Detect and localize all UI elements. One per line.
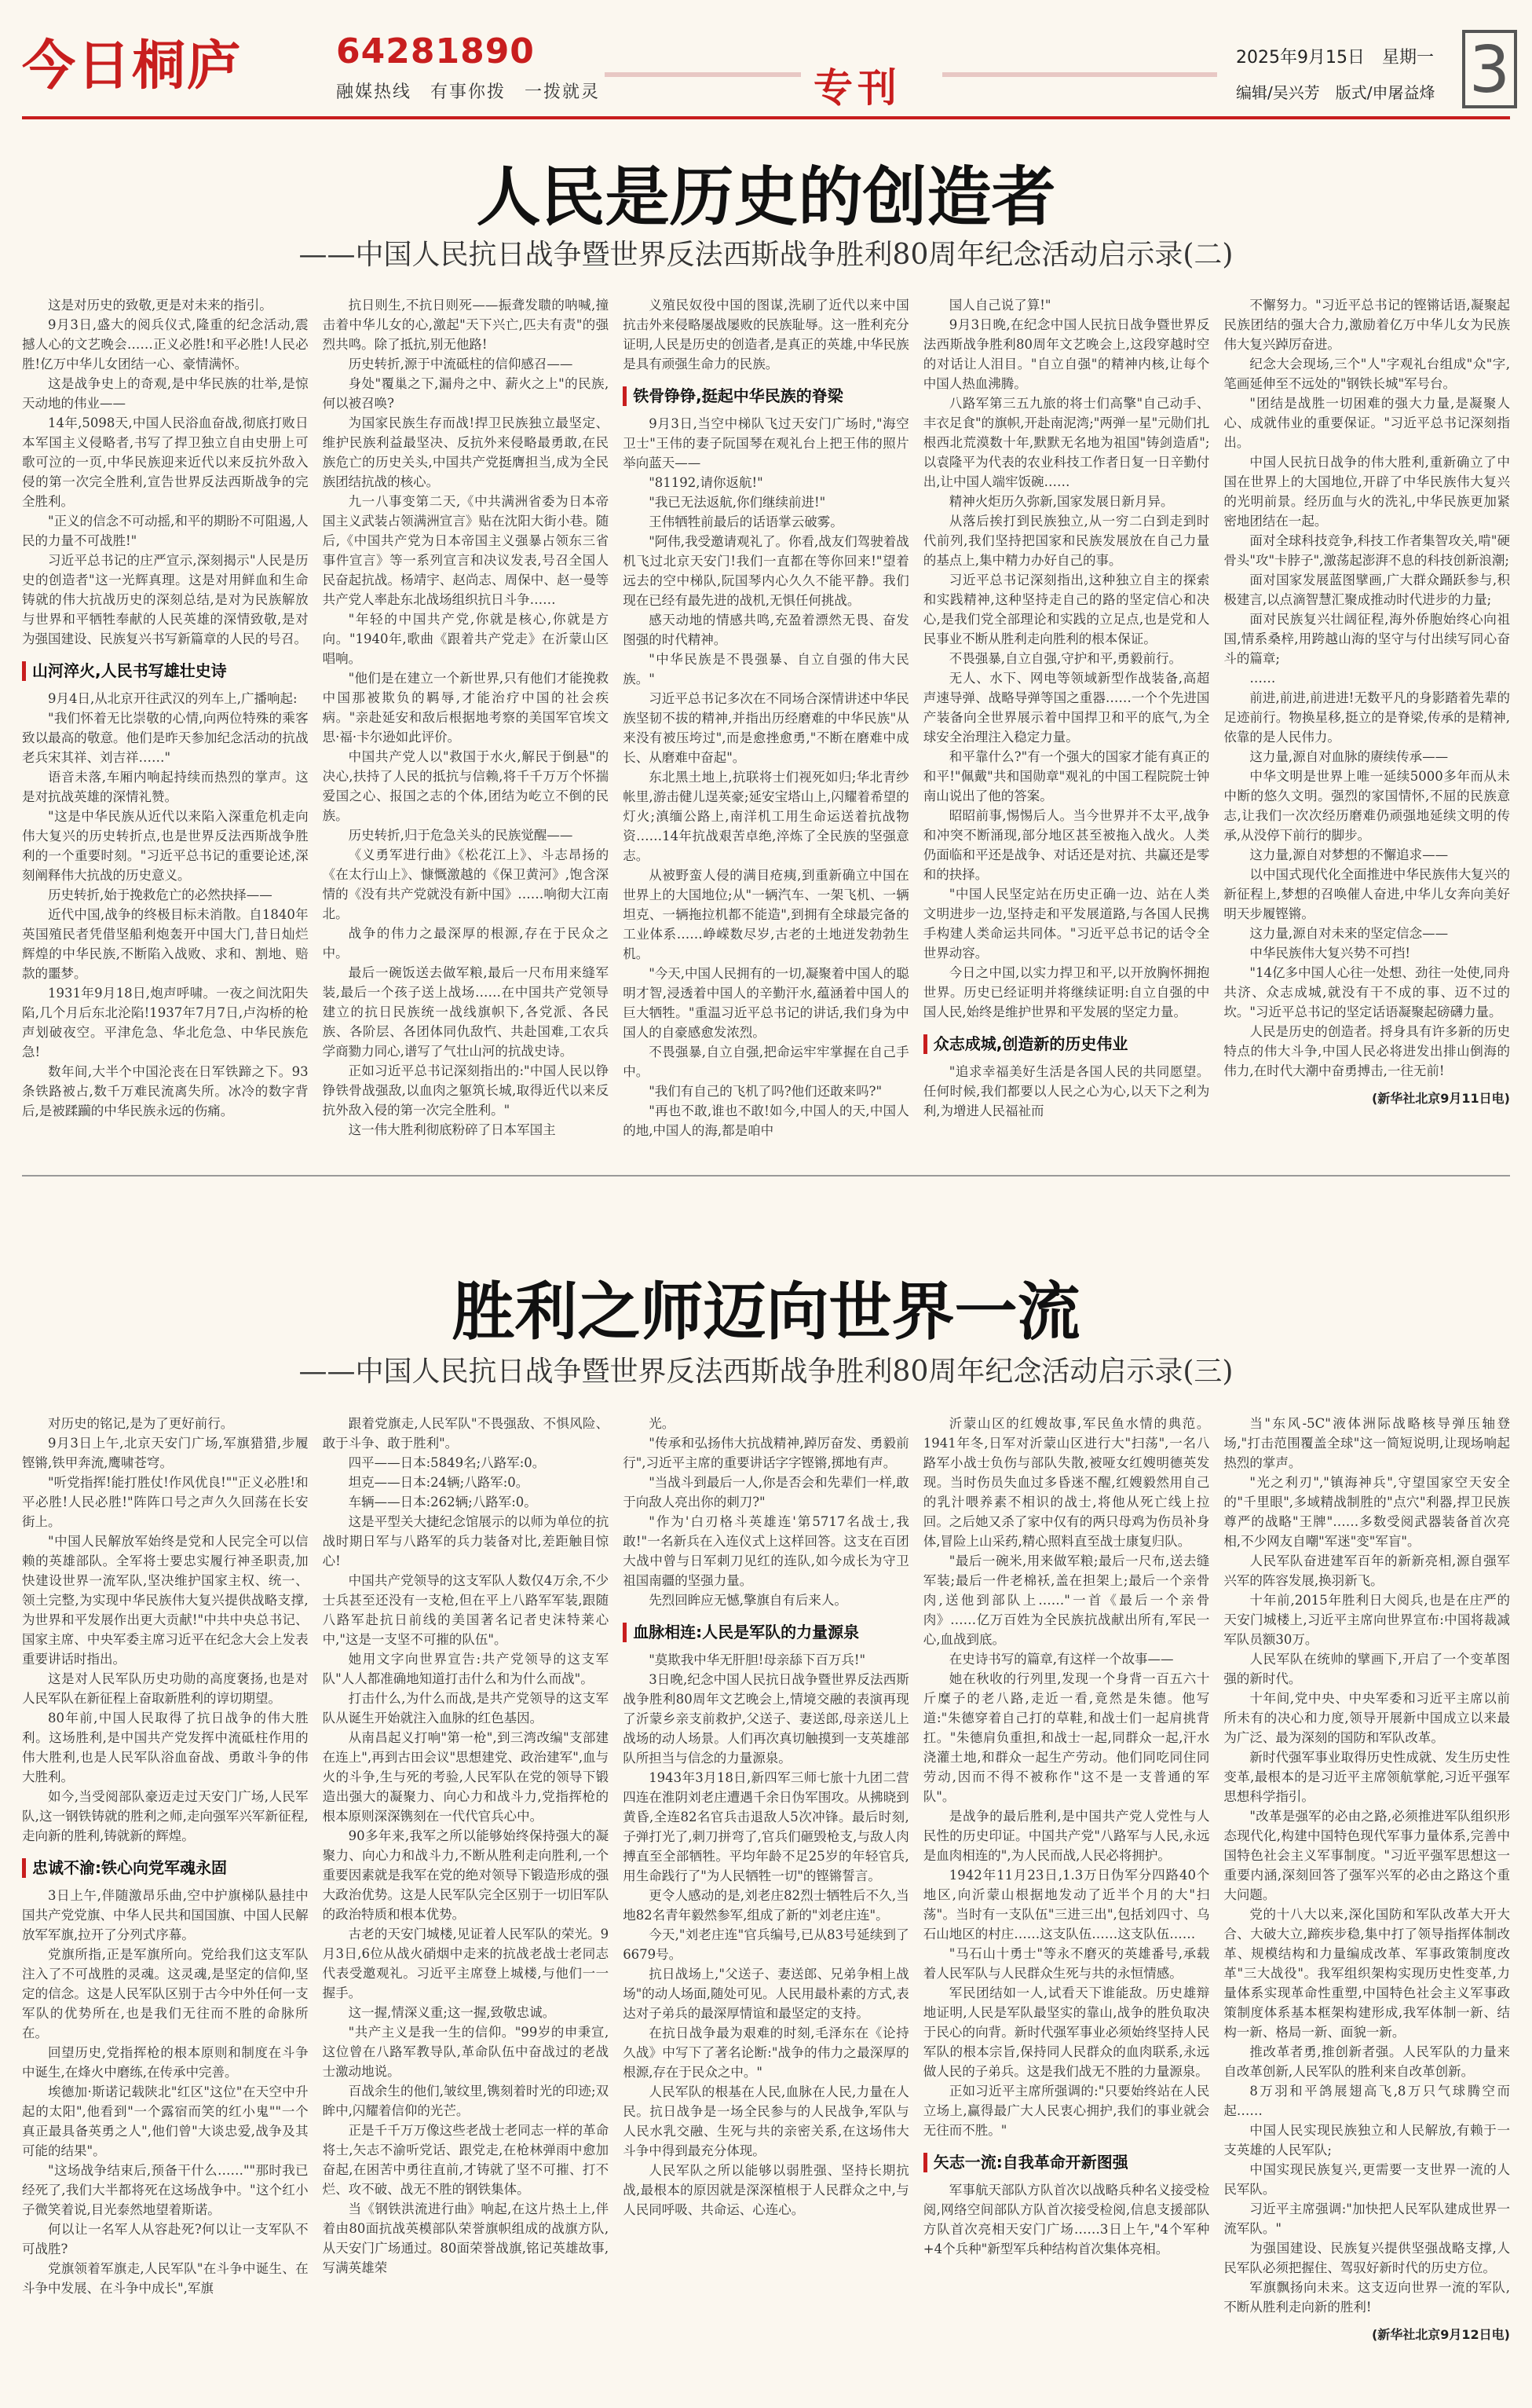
- body-paragraph: 沂蒙山区的红嫂故事,军民鱼水情的典范。1941年冬,日军对沂蒙山区进行大"扫荡",一名八路军小战士负伤与部队失散,被哑女红嫂明德英发现。当时伤员失血过多昏迷不醒,红嫂毅然用自己的乳汁喂养素不相识的战士,将他从死亡线上拉回。之后她又杀了家中仅有的两只母鸡为伤员补身体,冒险上山采药,精心照料直至战士康复归队。: [923, 1416, 1210, 1549]
- body-paragraph: "当战斗到最后一人,你是否会和先辈们一样,敢于向敌人亮出你的刺刀?": [623, 1475, 909, 1510]
- body-paragraph: 人民是历史的创造者。捋身具有许多新的历史特点的伟大斗争,中国人民必将进发出排山倒海的伟力,在时代大潮中奋勇搏击,一往无前!: [1223, 1024, 1510, 1078]
- body-paragraph: 14年,5098天,中国人民浴血奋战,彻底打败日本军国主义侵略者,书写了捍卫独立自由史册上可歌可泣的一页,中华民族迎来近代以来反抗外敌入侵的第一次完全胜利,宣告世界反法西斯战争的完全胜利。: [22, 415, 309, 509]
- body-paragraph: "我已无法返航,你们继续前进!": [649, 495, 826, 510]
- hotline-slogan: 融媒热线 有事你拨 一拨就灵: [336, 82, 601, 102]
- body-paragraph: 正如习近平总书记深刻指出的:"中国人民以铮铮铁骨战强敌,以血肉之躯筑长城,取得近代以来反抗外敌入侵的第一次完全胜利。": [322, 1063, 609, 1118]
- body-paragraph: 人民军队在统帅的擘画下,开启了一个变革图强的新时代。: [1223, 1652, 1510, 1686]
- body-paragraph: 面对民族复兴壮阔征程,海外侨胞始终心向祖国,情系桑梓,用跨越山海的坚守与付出续写同心奋斗的篇章;: [1223, 612, 1510, 666]
- body-paragraph: 更令人感动的是,刘老庄82烈士牺牲后不久,当地82名青年毅然参军,组成了新的"刘老庄连"。: [623, 1888, 909, 1923]
- article1-column: [1223, 295, 1510, 1162]
- body-paragraph: 纪念大会现场,三个"人"字观礼台组成"众"字,笔画延伸至不远处的"钢铁长城"军号台。: [1223, 357, 1510, 391]
- body-paragraph: 在史诗书写的篇章,有这样一个故事——: [949, 1652, 1174, 1667]
- body-paragraph: 1943年3月18日,新四军三师七旅十九团二营四连在淮阴刘老庄遭遇千余日伪军围攻。从拂晓到黄昏,全连82名官兵击退敌人5次冲锋。最后时刻,子弹打光了,刺刀拼弯了,官兵们砸毁枪支,与敌人肉搏直至全部牺牲。平均年龄不足25岁的年轻官兵,用生命践行了"为人民牺牲一切"的铿锵誓言。: [623, 1770, 909, 1883]
- body-paragraph: 人民军队的根基在人民,血脉在人民,力量在人民。抗日战争是一场全民参与的人民战争,军队与人民水乳交融、生死与共的亲密关系,在这场伟大斗争中得到最充分体现。: [623, 2084, 909, 2158]
- body-paragraph: "14亿多中国人心往一处想、劲往一处使,同舟共济、众志成城,就没有干不成的事、迈不过的坎。"习近平总书记的坚定话语凝聚起磅礴力量。: [1223, 965, 1510, 1019]
- body-paragraph: 党旗领着军旗走,人民军队"在斗争中诞生、在斗争中发展、在斗争中成长",军旗: [22, 2261, 309, 2296]
- body-paragraph: "追求幸福美好生活是各国人民的共同愿望。任何时候,我们都要以人民之心为心,以天下之利为利,为增进人民福祉而: [923, 1064, 1210, 1118]
- body-paragraph: 义殖民奴役中国的图谋,洗刷了近代以来中国抗击外来侵略屡战屡败的民族耻辱。这一胜利充分证明,人民是历史的创造者,是真正的英雄,中华民族是具有顽强生命力的民族。: [623, 298, 909, 371]
- body-paragraph: 中国人民实现民族独立和人民解放,有赖于一支英雄的人民军队;: [1223, 2123, 1510, 2157]
- body-paragraph: 这力量,源自对梦想的不懈追求——: [1249, 847, 1449, 862]
- body-paragraph: 抗日则生,不抗日则死——振聋发聩的呐喊,撞击着中华儿女的心,激起"天下兴亡,匹夫有责"的强烈共鸣。除了抵抗,别无他路!: [322, 298, 609, 352]
- section-subheading: 忠诚不渝:铁心向党军魂永固: [22, 1858, 309, 1878]
- body-paragraph: 近代中国,战争的终极目标未消散。自1840年英国殖民者凭借坚船利炮轰开中国大门,昔日灿烂辉煌的中华民族,不断陷入战败、求和、割地、赔款的噩梦。: [22, 907, 309, 981]
- hotline-number: 64281890: [336, 31, 535, 71]
- body-paragraph: "听党指挥!能打胜仗!作风优良!""正义必胜!和平必胜!人民必胜!"阵阵口号之声久久回荡在长安街上。: [22, 1475, 309, 1529]
- body-paragraph: 3日晚,纪念中国人民抗日战争暨世界反法西斯战争胜利80周年文艺晚会上,情境交融的表演再现了沂蒙乡亲支前救护,父送子、妻送郎,母亲送儿上战场的动人场景。人们再次真切触摸到一支英雄部队所担当与信念的力量源泉。: [623, 1672, 909, 1766]
- article2-column: [22, 1414, 309, 2397]
- body-paragraph: 为国家民族生存而战!捍卫民族独立最坚定、维护民族利益最坚决、反抗外来侵略最勇敢,在民族危亡的历史关头,中国共产党挺膺担当,成为全民族团结抗战的核心。: [322, 415, 609, 489]
- body-paragraph: 身处"覆巢之下,漏舟之中、薪火之上"的民族,何以被召唤?: [322, 376, 609, 411]
- body-paragraph: 《义勇军进行曲》《松花江上》、斗志昂扬的《在太行山上》、慷慨激越的《保卫黄河》,饱含深情的《没有共产党就没有新中国》……响彻大江南北。: [322, 847, 609, 921]
- body-paragraph: 中国共产党领导的这支军队人数仅4万余,不少士兵甚至还没有一支枪,但在平上八路军军装,跟随八路军赴抗日前线的美国著名记者史沫特莱心中,"这是一支坚不可摧的队伍"。: [322, 1573, 609, 1647]
- masthead: [0, 0, 1532, 118]
- article-divider: [22, 1175, 1510, 1177]
- body-paragraph: 新时代强军事业取得历史性成就、发生历史性变革,最根本的是习近平主席领航掌舵,习近平强军思想科学指引。: [1223, 1750, 1510, 1804]
- body-paragraph: 从被野蛮人侵的满目疮痍,到重新确立中国在世界上的大国地位;从"一辆汽车、一架飞机、一辆坦克、一辆拖拉机都不能造",到拥有全球最完备的工业体系……峥嵘数尽岁,古老的土地迸发勃勃生机。: [623, 868, 909, 961]
- body-paragraph: 推改革者勇,推创新者强。人民军队的力量来自改革创新,人民军队的胜利来自改革创新。: [1223, 2044, 1510, 2079]
- body-paragraph: 从南昌起义打响"第一枪",到三湾改编"支部建在连上",再到古田会议"思想建党、政治建军",血与火的斗争,生与死的考验,人民军队在党的领导下锻造出强大的凝聚力、向心力和战斗力,党指挥枪的根本原则深深镌刻在一代代官兵心中。: [322, 1730, 609, 1824]
- body-paragraph: 十年前,2015年胜利日大阅兵,也是在庄严的天安门城楼上,习近平主席向世界宣布:中国将裁减军队员额30万。: [1223, 1593, 1510, 1647]
- body-paragraph: 习近平总书记多次在不同场合深情讲述中华民族坚韧不拔的精神,并指出历经磨难的中华民族"从来没有被压垮过",而是愈挫愈勇,"不断在磨难中成长、从磨难中奋起"。: [623, 691, 909, 765]
- body-paragraph: 这力量,源自对血脉的赓续传承——: [1249, 749, 1449, 764]
- body-paragraph: 军旗飘扬向未来。这支迈向世界一流的军队,不断从胜利走向新的胜利!: [1223, 2280, 1510, 2315]
- body-paragraph: 9月3日晚,在纪念中国人民抗日战争暨世界反法西斯战争胜利80周年文艺晚会上,这段穿越时空的对话让人泪目。"自立自强"的精神内核,让每个中国人热血沸腾。: [923, 317, 1210, 391]
- body-paragraph: 无人、水下、网电等领域新型作战装备,高超声速导弹、战略导弹等国之重器……一个个先进国产装备向全世界展示着中国捍卫和平的底气,为全球安全治理注入稳定力量。: [923, 671, 1210, 745]
- body-paragraph: 古老的天安门城楼,见证着人民军队的荣光。9月3日,6位从战火硝烟中走来的抗战老战士老同志代表受邀观礼。习近平主席登上城楼,与他们一一握手。: [322, 1927, 609, 2000]
- body-paragraph: "马石山十勇士"等永不磨灭的英雄番号,承载着人民军队与人民群众生死与共的永恒情感。: [923, 1946, 1210, 1981]
- body-paragraph: 中国实现民族复兴,更需要一支世界一流的人民军队。: [1223, 2162, 1510, 2197]
- body-paragraph: 这是对人民军队历史功勋的高度褒扬,也是对人民军队在新征程上奋取新胜利的谆切期望。: [22, 1671, 309, 1706]
- body-paragraph: 历史转折,归于危急关头的民族觉醒——: [348, 828, 573, 843]
- body-paragraph: "再也不敢,谁也不敢!如今,中国人的天,中国人的地,中国人的海,都是咱中: [623, 1103, 909, 1138]
- body-paragraph: 人民军队之所以能够以弱胜强、坚持长期抗战,最根本的原因就是深深植根于人民群众之中,与人民同呼吸、共命运、心连心。: [623, 2163, 909, 2217]
- body-paragraph: 9月3日,盛大的阅兵仪式,隆重的纪念活动,震撼人心的文艺晚会……正义必胜!和平必胜!人民必胜!亿万中华儿女团结一心、豪情满怀。: [22, 317, 309, 371]
- section-name: 专刊: [814, 65, 901, 111]
- body-paragraph: 为强国建设、民族复兴提供坚强战略支撑,人民军队必须把握住、驾驭好新时代的历史方位。: [1223, 2241, 1510, 2275]
- body-paragraph: "阿伟,我受邀请观礼了。你看,战友们驾驶着战机飞过北京天安门!我们一直都在等你回来!"望着远去的空中梯队,阮国琴内心久久不能平静。我们现在已经有最先进的战机,无惧任何挑战。: [623, 534, 909, 608]
- body-paragraph: "我们有自己的飞机了吗?他们还敢来吗?": [649, 1084, 883, 1099]
- body-paragraph: 以中国式现代化全面推进中华民族伟大复兴的新征程上,梦想的召唤催人奋进,中华儿女奔向美好明天步履铿锵。: [1223, 867, 1510, 921]
- body-paragraph: "传承和弘扬伟大抗战精神,踔厉奋发、勇毅前行",习近平主席的重要讲话字字铿锵,掷地有声。: [623, 1436, 909, 1470]
- body-paragraph: "共产主义是我一生的信仰。"99岁的申秉宣,这位曾在八路军教导队,革命队伍中奋战过的老战士激动地说。: [322, 2025, 609, 2079]
- body-paragraph: 东北黑土地上,抗联将士们视死如归;华北青纱帐里,游击健儿逞英豪;延安宝塔山上,闪耀着希望的灯火;滇缅公路上,南洋机工用生命运送着抗战物资……14年抗战艰苦卓绝,淬炼了全民族的坚强意志。: [623, 770, 909, 863]
- body-paragraph: 抗日战场上,"父送子、妻送郎、兄弟争相上战场"的动人场面,随处可见。人民用最朴素的方式,表达对子弟兵的最深厚情谊和最坚定的支持。: [623, 1967, 909, 2021]
- body-paragraph: 昭昭前事,惕惕后人。当今世界并不太平,战争和冲突不断涌现,部分地区甚至被拖入战火。人类仍面临和平还是战争、对话还是对抗、共赢还是零和的抉择。: [923, 808, 1210, 882]
- body-paragraph: 当"东风-5C"液体洲际战略核导弹压轴登场,"打击范围覆盖全球"这一简短说明,让现场响起热烈的掌声。: [1223, 1416, 1510, 1470]
- body-paragraph: 这是平型关大捷纪念馆展示的以师为单位的抗战时期日军与八路军的兵力装备对比,差距触目惊心!: [322, 1514, 609, 1568]
- body-paragraph: 光。: [649, 1416, 675, 1431]
- body-paragraph: "这场战争结束后,预备干什么……""那时我已经死了,我们大半都将死在这场战争中。"这个红小子微笑着说,目光泰然地望着斯诺。: [22, 2163, 309, 2217]
- issue-date: 2025年9月15日 星期一: [1236, 48, 1434, 68]
- article1-body: [22, 295, 1510, 1162]
- body-paragraph: "我们怀着无比崇敬的心情,向两位特殊的乘客致以最高的敬意。他们是昨天参加纪念活动的抗战老兵宋其祥、刘吉祥……": [22, 711, 309, 765]
- body-paragraph: 百战余生的他们,皱纹里,镌刻着时光的印迹;双眸中,闪耀着信仰的光芒。: [322, 2084, 609, 2118]
- body-paragraph: ……: [1249, 671, 1276, 686]
- body-paragraph: 90多年来,我军之所以能够始终保持强大的凝聚力、向心力和战斗力,不断从胜利走向胜利,一个重要因素就是我军在党的绝对领导下锻造形成的强大政治优势。这是人民军队完全区别于一切旧军队的政治特质和根本优势。: [322, 1828, 609, 1922]
- body-paragraph: 8万羽和平鸽展翅高飞,8万只气球腾空而起……: [1223, 2084, 1510, 2118]
- body-paragraph: 埃德加·斯诺记载陕北"红区"这位"在天空中升起的太阳",他看到"一个露宿而笑的红小鬼""一个真正最具备英勇之人",他们曾"大谈忠爱,战争及其可能的结果"。: [22, 2084, 309, 2158]
- body-paragraph: 面对全球科技竞争,科技工作者集智攻关,啃"硬骨头"攻"卡脖子",激荡起澎湃不息的科技创新浪潮;: [1223, 533, 1510, 568]
- editor-credit: 编辑/吴兴芳 版式/申屠益烽: [1236, 83, 1435, 102]
- body-paragraph: 打击什么,为什么而战,是共产党领导的这支军队从诞生开始就注入血脉的红色基因。: [322, 1691, 609, 1725]
- body-paragraph: 不畏强暴,自立自强,守护和平,勇毅前行。: [949, 651, 1183, 666]
- body-paragraph: 中华文明是世界上唯一延续5000多年而从未中断的悠久文明。强烈的家国情怀,不屈的民族意志,让我们一次次经历磨难仍顽强地延续文明的传承,从没停下前行的脚步。: [1223, 769, 1510, 843]
- body-paragraph: "他们是在建立一个新世界,只有他们才能挽救中国那被欺负的羁辱,才能治疗中国的社会疾病。"亲赴延安和敌后根据地考察的美国军官埃文思·福·卡尔逊如此评价。: [322, 671, 609, 745]
- body-paragraph: 这是战争史上的奇观,是中华民族的壮举,是惊天动地的伟业——: [22, 376, 309, 411]
- body-paragraph: "改革是强军的必由之路,必须推进军队组织形态现代化,构建中国特色现代军事力量体系,完善中国特色社会主义军事制度。"习近平强军思想这一重要内涵,深刻回答了强军兴军的必由之路这个重大问题。: [1223, 1809, 1510, 1902]
- body-paragraph: 习近平主席强调:"加快把人民军队建成世界一流军队。": [1223, 2201, 1510, 2236]
- body-paragraph: 不懈努力。"习近平总书记的铿锵话语,凝聚起民族团结的强大合力,激励着亿万中华儿女为民族伟大复兴踔厉奋进。: [1223, 298, 1510, 352]
- body-paragraph: 正是千千万万像这些老战士老同志一样的革命将士,矢志不渝听党话、跟党走,在枪林弹雨中愈加奋起,在困苦中勇往直前,才铸就了坚不可摧、打不烂、攻不破、战无不胜的钢铁集体。: [322, 2123, 609, 2197]
- body-paragraph: 1942年11月23日,1.3万日伪军分四路40个地区,向沂蒙山根据地发动了近半个月的大"扫荡"。当时有一支队伍"三进三出",包括刘四寸、乌石山地区的村庄……这支队伍……这支队伍……: [923, 1868, 1210, 1941]
- body-paragraph: 9月3日上午,北京天安门广场,军旗猎猎,步履铿锵,铁甲奔流,鹰啸苍穹。: [22, 1436, 309, 1470]
- newspaper-logo: 今日桐庐: [22, 35, 243, 97]
- body-paragraph: 这是对历史的致敬,更是对未来的指引。: [48, 298, 272, 313]
- body-paragraph: 军事航天部队方队首次以战略兵种名义接受检阅,网络空间部队方队首次接受检阅,信息支援部队方队首次亮相天安门广场……3日上午,"4个军种+4个兵种"新型军兵种结构首次集体亮相。: [923, 2183, 1210, 2256]
- section-subheading: 山河淬火,人民书写雄壮史诗: [22, 661, 309, 681]
- article1-title: 人民是历史的创造者: [476, 160, 1056, 235]
- body-paragraph: 十年间,党中央、中央军委和习近平主席以前所未有的决心和力度,领导开展新中国成立以来最为广泛、最为深刻的国防和军队改革。: [1223, 1691, 1510, 1745]
- body-paragraph: "81192,请你返航!": [649, 475, 763, 490]
- body-paragraph: 今天,"刘老庄连"官兵编号,已从83号延续到了6679号。: [623, 1927, 909, 1962]
- body-paragraph: 这力量,源自对未来的坚定信念——: [1249, 926, 1449, 941]
- body-paragraph: 9月4日,从北京开往武汉的列车上,广播响起:: [48, 691, 298, 706]
- body-paragraph: "作为'白刃格斗英雄连'第5717名战士,我敢!"一名新兵在入连仪式上这样回答。这支在百团大战中曾与日军刺刀见红的连队,如今成长为守卫祖国南疆的坚强力量。: [623, 1514, 909, 1588]
- body-paragraph: "年轻的中国共产党,你就是核心,你就是方向。"1940年,歌曲《跟着共产党走》在沂蒙山区唱响。: [322, 612, 609, 666]
- article2-body: [22, 1414, 1510, 2397]
- body-paragraph: 这一伟大胜利彻底粉碎了日本军国主: [348, 1122, 556, 1137]
- body-paragraph: 中华民族伟大复兴势不可挡!: [1249, 946, 1411, 961]
- body-paragraph: 八路军第三五九旅的将士们高擎"自己动手、丰衣足食"的旗帜,开赴南泥湾;"两弹一星"元勋们扎根西北荒漠数十年,默默无名地为祖国"铸剑造盾";以袁隆平为代表的农业科技工作者日复一日辛勤付出,让中国人端牢饭碗……: [923, 396, 1210, 489]
- body-paragraph: 先烈回眸应无憾,擎旗自有后来人。: [649, 1593, 847, 1608]
- body-paragraph: 历史转折,始于挽救危亡的必然抉择——: [48, 887, 272, 902]
- article2-column: [623, 1414, 909, 2397]
- body-paragraph: 党的十八大以来,深化国防和军队改革大开大合、大破大立,蹄疾步稳,集中打了领导指挥体制改革、规模结构和力量编成改革、军事政策制度改革"三大战役"。我军组织架构实现历史性变革,力量体系实现革命性重塑,中国特色社会主义军事政策制度体系基本框架构建形成,我军体制一新、结构一新、格局一新、面貌一新。: [1223, 1907, 1510, 2040]
- body-paragraph: "中国人民解放军始终是党和人民完全可以信赖的英雄部队。全军将士要忠实履行神圣职责,加快建设世界一流军队,坚决维护国家主权、统一、领土完整,为实现中华民族伟大复兴提供战略支撑,为世界和平发展作出更大贡献!"中共中央总书记、国家主席、中央军委主席习近平在纪念大会上发表重要讲话时指出。: [22, 1534, 309, 1667]
- body-paragraph: 80年前,中国人民取得了抗日战争的伟大胜利。这场胜利,是中国共产党发挥中流砥柱作用的伟大胜利,也是人民军队浴血奋战、勇敢斗争的伟大胜利。: [22, 1711, 309, 1784]
- body-paragraph: "最后一碗米,用来做军粮;最后一尺布,送去缝军装;最后一件老棉袄,盖在担架上;最后一个亲骨肉,送他到部队上……"一首《最后一个亲骨肉》……亿万百姓为全民族抗战献出所有,军民一心,血战到底。: [923, 1553, 1210, 1647]
- body-paragraph: 中国人民抗日战争的伟大胜利,重新确立了中国在世界上的大国地位,开辟了中华民族伟大复兴的光明前景。经历血与火的洗礼,中华民族更加紧密地团结在一起。: [1223, 455, 1510, 529]
- body-paragraph: 这一握,情深义重;这一握,致敬忠诚。: [348, 2005, 556, 2020]
- body-paragraph: 数年间,大半个中国沦丧在日军铁蹄之下。93条铁路被占,数千万难民流离失所。冰冷的数字背后,是被蹂躏的中华民族永远的伤痛。: [22, 1064, 309, 1118]
- body-paragraph: 感天动地的情感共鸣,充盈着漂然无畏、奋发图强的时代精神。: [623, 613, 909, 647]
- body-paragraph: 她在秋收的行列里,发现一个身背一百五六十斤糜子的老八路,走近一看,竟然是朱德。他写道:"朱德穿着自己打的草鞋,和战士们一起肩挑背扛。"朱德肩负重担,和战士一起,同群众一起,汗水浇灌土地,和群众一起生产劳动。他们同吃同住同劳动,因而不得不被称作"这不是一支普通的军队"。: [923, 1671, 1210, 1804]
- article2-column: [1223, 1414, 1510, 2397]
- article1-column: [323, 295, 609, 1162]
- body-paragraph: 对历史的铭记,是为了更好前行。: [48, 1416, 234, 1431]
- news-agency-credit: (新华社北京9月11日电): [1371, 1091, 1510, 1106]
- body-paragraph: 3日上午,伴随激昂乐曲,空中护旗梯队悬挂中国共产党党旗、中华人民共和国国旗、中国人民解放军军旗,拉开了分列式序幕。: [22, 1888, 309, 1942]
- body-paragraph: 车辆——日本:262辆;八路军:0。: [348, 1495, 537, 1510]
- masthead-divider: [22, 116, 1510, 119]
- body-paragraph: "中国人民坚定站在历史正确一边、站在人类文明进步一边,坚持走和平发展道路,与各国人民携手构建人类命运共同体。"习近平总书记的话令全世界动容。: [923, 887, 1210, 961]
- body-paragraph: 前进,前进,前进进!无数平凡的身影踏着先辈的足迹前行。物换星移,挺立的是脊梁,传承的是精神,依靠的是人民伟力。: [1223, 690, 1510, 745]
- body-paragraph: 何以让一名军人从容赴死?何以让一支军队不可战胜?: [22, 2222, 309, 2256]
- body-paragraph: 习近平总书记的庄严宣示,深刻揭示"人民是历史的创造者"这一光辉真理。这是对用鲜血和生命铸就的伟大抗战历史的深刻总结,是对为民族解放与世界和平牺牲奉献的人民英雄的深情致敬,是对为强国建设、民族复兴书写新篇章的人民的号召。: [22, 553, 309, 646]
- body-paragraph: 语音未落,车厢内响起持续而热烈的掌声。这是对抗战英雄的深情礼赞。: [22, 770, 309, 804]
- body-paragraph: 不畏强暴,自立自强,把命运牢牢掌握在自己手中。: [623, 1045, 909, 1079]
- section-subheading: 众志成城,创造新的历史伟业: [923, 1034, 1210, 1054]
- article1-column: [923, 295, 1210, 1162]
- body-paragraph: 王伟牺牲前最后的话语掌云破雾。: [649, 514, 843, 529]
- body-paragraph: 习近平总书记深刻指出,这种独立自主的探索和实践精神,这种坚持走自己的路的坚定信心和决心,是我们党全部理论和实践的立足点,也是党和人民事业不断从胜利走向胜利的根本保证。: [923, 573, 1210, 646]
- page-number: 3: [1462, 30, 1517, 108]
- body-paragraph: 最后一碗饭送去做军粮,最后一尺布用来缝军装,最后一个孩子送上战场……在中国共产党领导建立的抗日民族统一战线旗帜下,各党派、各民族、各阶层、各团体同仇敌忾、共赴国难,工农兵学商勠力同心,谱写了气壮山河的抗战史诗。: [322, 965, 609, 1059]
- section-subheading: 血脉相连:人民是军队的力量源泉: [623, 1623, 909, 1642]
- body-paragraph: 军民团结如一人,试看天下谁能敌。历史雄辩地证明,人民是军队最坚实的靠山,战争的胜负取决于民心的向背。新时代强军事业必须始终坚持人民军队的根本宗旨,保持同人民群众的血肉联系,永远做人民的子弟兵。这是我们战无不胜的力量源泉。: [923, 1985, 1210, 2079]
- body-paragraph: 党旗所指,正是军旗所向。党给我们这支军队注入了不可战胜的灵魂。这灵魂,是坚定的信仰,坚定的信念。这是人民军队区别于古今中外任何一支军队的优势所在,也是我们无往而不胜的命脉所在。: [22, 1947, 309, 2040]
- decorative-rule-left: [605, 72, 801, 77]
- body-paragraph: "今天,中国人民拥有的一切,凝聚着中国人的聪明才智,浸透着中国人的辛勤汗水,蕴涵着中国人的巨大牺牲。"重温习近平总书记的讲话,我们身为中国人的自豪感愈发浓烈。: [623, 966, 909, 1040]
- article1-column: [22, 295, 309, 1162]
- news-agency-credit: (新华社北京9月12日电): [1371, 2327, 1510, 2342]
- body-paragraph: 9月3日,当空中梯队飞过天安门广场时,"海空卫士"王伟的妻子阮国琴在观礼台上把王伟的照片举向蓝天——: [623, 416, 909, 470]
- article2-column: [323, 1414, 609, 2397]
- body-paragraph: 是战争的最后胜利,是中国共产党人党性与人民性的历史印证。中国共产党"八路军与人民,永远是血肉相连的",为人民而战,人民必将拥护。: [923, 1809, 1210, 1863]
- article2-column: [923, 1414, 1210, 2397]
- body-paragraph: "正义的信念不可动摇,和平的期盼不可阻遏,人民的力量不可战胜!": [22, 514, 309, 548]
- article1-subtitle: ——中国人民抗日战争暨世界反法西斯战争胜利80周年纪念活动启示录(二): [298, 239, 1234, 271]
- body-paragraph: "团结是战胜一切困难的强大力量,是凝聚人心、成就伟业的重要保证。"习近平总书记深刻指出。: [1223, 396, 1510, 450]
- body-paragraph: "光之利刃","镇海神兵",守望国家空天安全的"千里眼",多域精战制胜的"点穴"利器,捍卫民族尊严的战略"王牌"……多数受阅武器装备首次亮相,不少网友自嘲"军迷"变"军盲"。: [1223, 1475, 1510, 1549]
- body-paragraph: 1931年9月18日,炮声呼啸。一夜之间沈阳失陷,几个月后东北沦陷!1937年7月7日,卢沟桥的枪声划破夜空。平津危急、华北危急、中华民族危急!: [22, 986, 309, 1059]
- body-paragraph: 今日之中国,以实力捍卫和平,以开放胸怀拥抱世界。历史已经证明并将继续证明:自立自强的中国人民,始终是维护世界和平发展的坚定力量。: [923, 965, 1210, 1019]
- body-paragraph: 中国共产党人以"救国于水火,解民于倒悬"的决心,扶持了人民的抵抗与信赖,将千千万万个怀揣爱国之心、报国之志的个体,团结为屹立不倒的民族。: [322, 749, 609, 823]
- body-paragraph: 回望历史,党指挥枪的根本原则和制度在斗争中诞生,在烽火中磨练,在传承中完善。: [22, 2045, 309, 2080]
- article2-subtitle: ——中国人民抗日战争暨世界反法西斯战争胜利80周年纪念活动启示录(三): [298, 1356, 1234, 1388]
- article1-column: [623, 295, 909, 1162]
- body-paragraph: "莫欺我中华无肝胆!母亲舔下百万兵!": [649, 1652, 866, 1667]
- body-paragraph: "这是中华民族从近代以来陷入深重危机走向伟大复兴的历史转折点,也是世界反法西斯战争胜利的一个重要时刻。"习近平总书记的重要论述,深刻阐释伟大抗战的历史意义。: [22, 809, 309, 883]
- decorative-rule-right: [942, 72, 1217, 77]
- body-paragraph: 从落后挨打到民族独立,从一穷二白到走到时代前列,我们坚持把国家和民族发展放在自己力量的基点上,集中精力办好自己的事。: [923, 514, 1210, 568]
- body-paragraph: 面对国家发展蓝图擘画,广大群众踊跃参与,积极建言,以点滴智慧汇聚成推动时代进步的力量;: [1223, 573, 1510, 607]
- section-subheading: 铁骨铮铮,挺起中华民族的脊梁: [623, 386, 909, 406]
- body-paragraph: 国人自己说了算!": [949, 298, 1051, 313]
- body-paragraph: 她用文字向世界宣告:共产党领导的这支军队"人人都准确地知道打击什么和为什么而战"。: [322, 1652, 609, 1686]
- body-paragraph: 如今,当受阅部队豪迈走过天安门广场,人民军队,这一钢铁铸就的胜利之师,走向强军兴军新征程,走向新的胜利,铸就新的辉煌。: [22, 1789, 309, 1843]
- body-paragraph: 战争的伟力之最深厚的根源,存在于民众之中。: [322, 926, 609, 961]
- body-paragraph: 在抗日战争最为艰难的时刻,毛泽东在《论持久战》中写下了著名论断:"战争的伟力之最深厚的根源,存在于民众之中。": [623, 2026, 909, 2080]
- body-paragraph: 跟着党旗走,人民军队"不畏强敌、不惧风险、敢于斗争、敢于胜利"。: [322, 1416, 609, 1451]
- article2-title: 胜利之师迈向世界一流: [452, 1275, 1080, 1349]
- body-paragraph: 坦克——日本:24辆;八路军:0。: [348, 1475, 529, 1490]
- body-paragraph: 历史转折,源于中流砥柱的信仰感召——: [348, 357, 573, 371]
- section-subheading: 矢志一流:自我革命开新图强: [923, 2153, 1210, 2172]
- body-paragraph: "中华民族是不畏强暴、自立自强的伟大民族。": [623, 652, 909, 686]
- body-paragraph: 人民军队奋进建军百年的新新亮相,源自强军兴军的阵容发展,换羽新飞。: [1223, 1553, 1510, 1588]
- body-paragraph: 和平靠什么?"有一个强大的国家才能有真正的和平!"佩戴"共和国勋章"观礼的中国工程院院士钟南山说出了他的答案。: [923, 749, 1210, 803]
- body-paragraph: 九一八事变第二天,《中共满洲省委为日本帝国主义武装占领满洲宣言》贴在沈阳大街小巷。随后,《中国共产党为日本帝国主义强暴占领东三省事件宣言》等一系列宣言和决议发表,号召全国人民奋起抗战。杨靖宇、赵尚志、周保中、赵一曼等共产党人率赴东北战场组织抗日斗争……: [322, 494, 609, 607]
- body-paragraph: 精神火炬历久弥新,国家发展日新月异。: [949, 494, 1174, 509]
- body-paragraph: 四平——日本:5849名;八路军:0。: [348, 1455, 546, 1470]
- body-paragraph: 正如习近平主席所强调的:"只要始终站在人民立场上,赢得最广大人民衷心拥护,我们的事业就会无往而不胜。": [923, 2084, 1210, 2138]
- body-paragraph: 当《钢铁洪流进行曲》响起,在这片热土上,伴着由80面抗战英模部队荣誉旗帜组成的战旗方队,从天安门广场通过。80面荣誉战旗,铭记英雄故事,写满英雄荣: [322, 2201, 609, 2275]
